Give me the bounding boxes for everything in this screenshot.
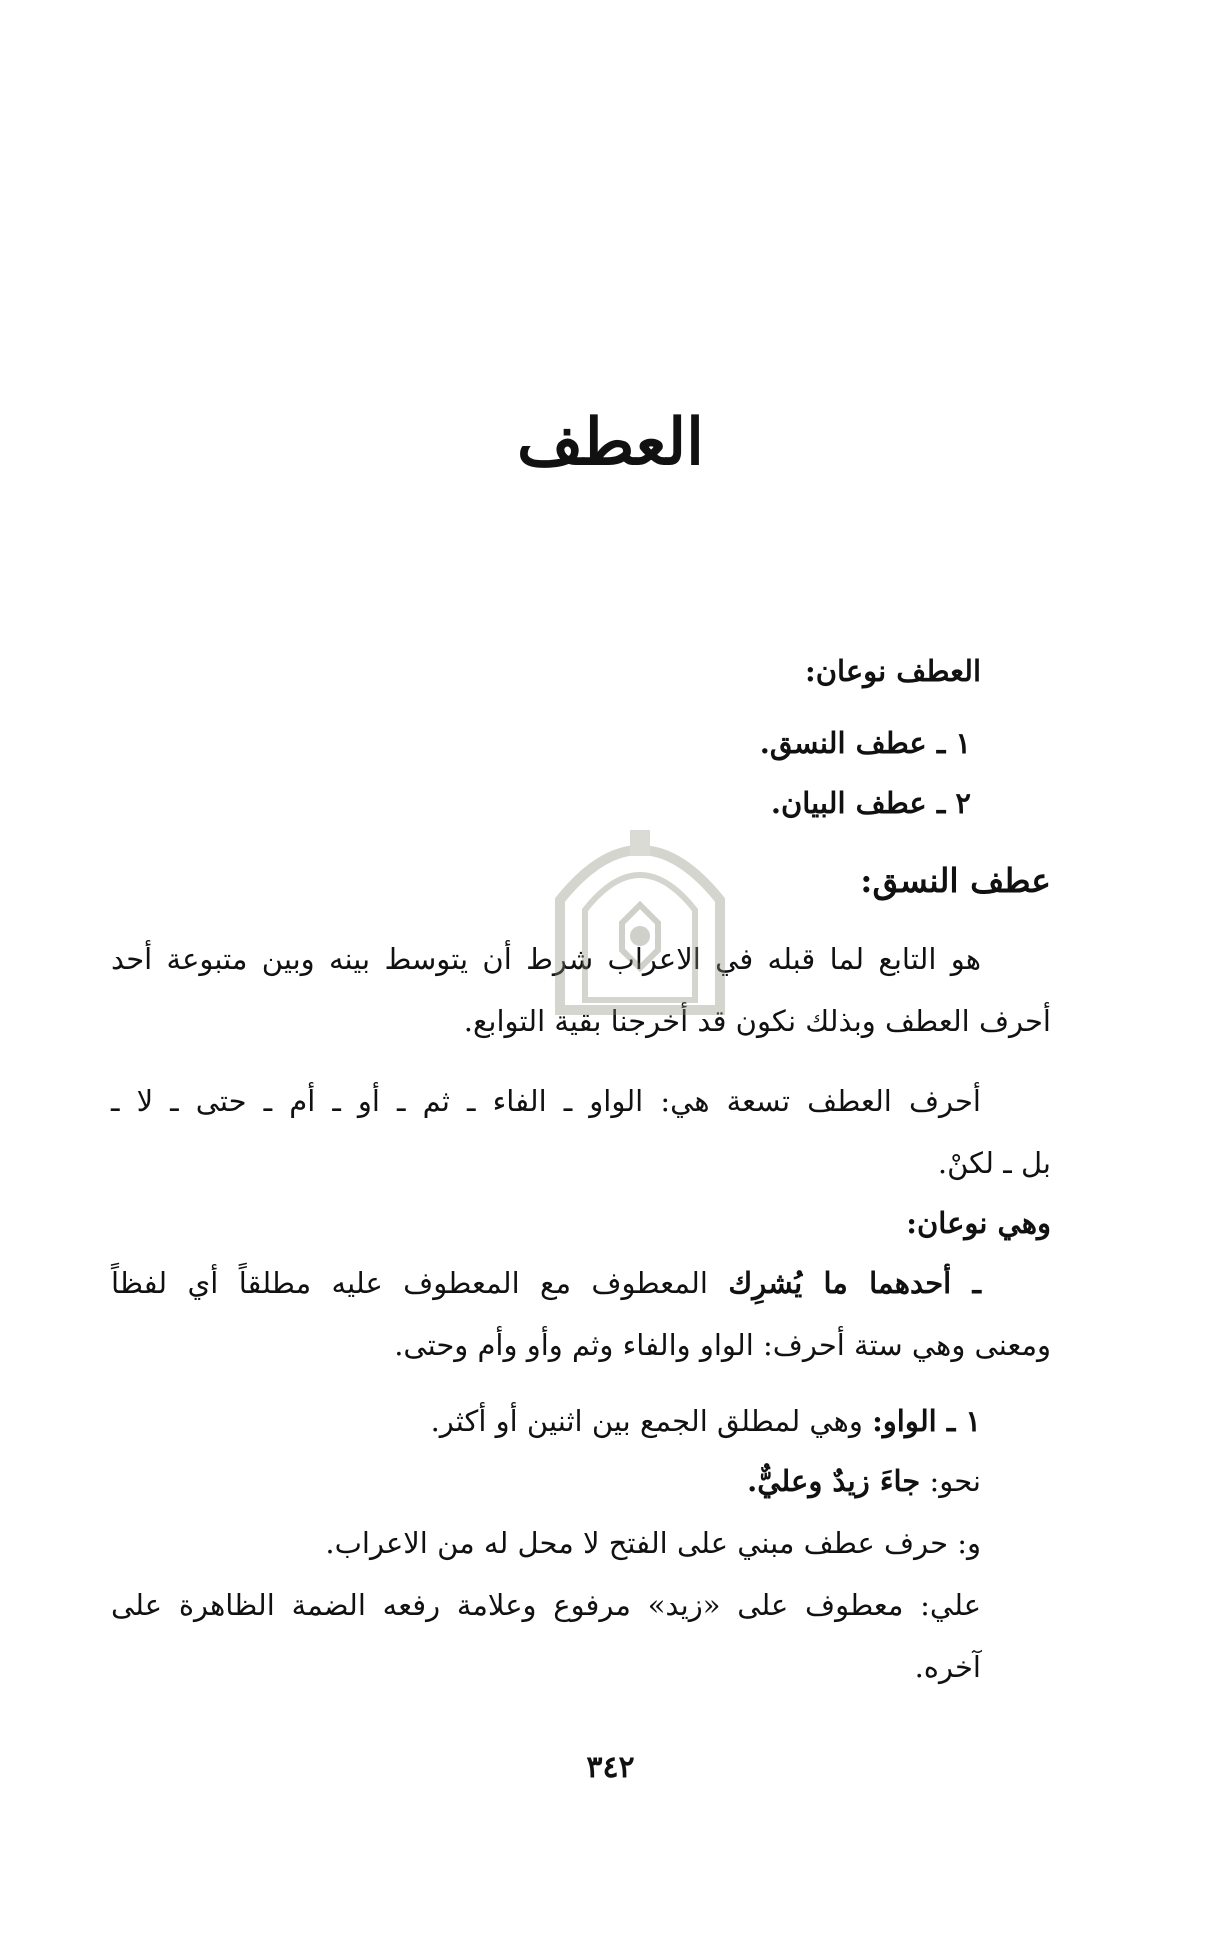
first-kind-paragraph bbox=[111, 1252, 1051, 1376]
parse-ali-paragraph bbox=[111, 1574, 981, 1698]
type-item-1: ١ ـ عطف النسق. bbox=[759, 726, 971, 760]
section-heading: عطف النسق: bbox=[860, 861, 1051, 900]
definition-line-2: أحرف العطف وبذلك نكون قد أخرجنا بقية التوابع. bbox=[463, 1004, 1051, 1038]
example-text: جاءَ زيدٌ وعليٌّ. bbox=[747, 1464, 921, 1498]
parse-ali-line-1: علي: معطوف على «زيد» مرفوع وعلامة رفعه الضمة الظاهرة على bbox=[111, 1588, 981, 1622]
type-item-2: ٢ ـ عطف البيان. bbox=[770, 786, 971, 820]
page-number: ٣٤٢ bbox=[586, 1750, 635, 1785]
example-line bbox=[747, 1450, 981, 1512]
waw-label: ١ ـ الواو: bbox=[872, 1404, 981, 1438]
first-kind-rest: المعطوف مع المعطوف عليه مطلقاً أي لفظاً bbox=[111, 1266, 729, 1300]
definition-line-1: هو التابع لما قبله في الاعراب شرط أن يتوسط بينه وبين متبوعة أحد bbox=[111, 942, 981, 976]
page-title: العطف bbox=[517, 405, 704, 480]
library-seal-watermark bbox=[540, 810, 740, 1020]
first-kind-line-1 bbox=[111, 1252, 1051, 1314]
letters-line-2: بل ـ لكنْ. bbox=[937, 1146, 1051, 1180]
intro-line: العطف نوعان: bbox=[805, 654, 981, 688]
waw-line bbox=[431, 1390, 981, 1452]
letters-paragraph bbox=[111, 1070, 1051, 1194]
letters-line-1: أحرف العطف تسعة هي: الواو ـ الفاء ـ ثم ـ أو ـ أم ـ حتى ـ لا ـ bbox=[111, 1084, 981, 1118]
parse-waw-line: و: حرف عطف مبني على الفتح لا محل له من الاعراب. bbox=[325, 1526, 981, 1560]
example-label: نحو: bbox=[920, 1464, 981, 1498]
first-kind-lead: ـ أحدهما ما يُشرِك bbox=[728, 1266, 981, 1300]
waw-text: وهي لمطلق الجمع بين اثنين أو أكثر. bbox=[430, 1404, 873, 1438]
parse-ali-line-2: آخره. bbox=[914, 1650, 981, 1684]
first-kind-line-2: ومعنى وهي ستة أحرف: الواو والفاء وثم وأو وأم وحتى. bbox=[394, 1328, 1051, 1362]
kinds-heading: وهي نوعان: bbox=[906, 1206, 1051, 1240]
